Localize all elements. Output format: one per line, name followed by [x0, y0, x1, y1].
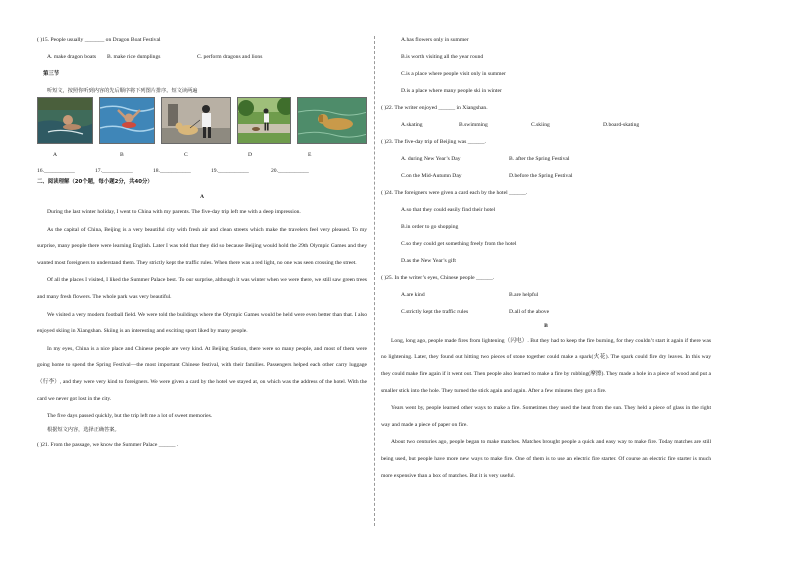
question-15: ( )15. People usually _______ on Dragon Boat Festival — [37, 37, 161, 43]
question-22: ( )22. The writer enjoyed ______ in Xiangshan. — [381, 105, 488, 111]
option-a: A.has flowers only in summer — [401, 37, 469, 43]
photo-letter-e: E — [308, 152, 312, 159]
option-a: A.so that they could easily find their hotel — [401, 207, 496, 213]
option-b: B.is worth visiting all the year round — [401, 54, 484, 60]
photo-row — [37, 97, 367, 144]
read-instruction: 根据短文内容，选择正确答案。 — [47, 426, 120, 433]
photo-letter-b: B — [120, 152, 124, 159]
option-c: C.on the Mid-Autumn Day — [401, 173, 462, 179]
option-a: A.skating — [401, 122, 423, 128]
answer-blank[interactable]: 17.___________ — [95, 167, 133, 174]
column-divider — [374, 36, 375, 526]
passage-b-paragraph-2: Years went by, people learned other ways to make a fire. Sometimes they used the heat from the sun. They held a piece of glass in the right way and made a piece of paper on fire. — [381, 405, 711, 428]
passage-b-paragraph-1: Long, long ago, people made fires from lightening（闪电）. But they had to keep the fire burning, for they couldn’t start it again if there was no lightening. Later, they found out hitting two pieces of stone together could make a spark(火花). The spark could fire dry leaves. In this way they could make fire again if it went out. Then people also learned to make a fire by rubbing(摩擦). They made a hole in a piece of wood and put a smaller stick into the hole. They turned the stick again and again. After a few minutes they got a fire. — [381, 337, 711, 394]
question-22-options — [381, 121, 711, 129]
option-c: C.skiing — [531, 122, 550, 128]
photo-d-park-walk — [237, 97, 290, 144]
section-3-instruction: 听短文，按照你听到内容的先后顺序将下列图片排序。短文读两遍 — [47, 88, 198, 94]
photo-letter-c: C — [184, 152, 188, 159]
answer-blank[interactable]: 16.___________ — [37, 167, 75, 174]
answer-blanks — [37, 167, 367, 175]
passage-a-label: A — [199, 193, 205, 200]
passage-a-paragraph-2: As the capital of China, Beijing is a very beautiful city with fresh air and clean streets which make the travelers feel very pleased. To my surprise, many people there were learning English. Later I was told that they did so because Beijing would hold the 29th Olympic Games and they wanted most foreigners to understand them. They strictly kept the traffic rules. When there was a red light, no one was seen crossing the street. — [37, 226, 367, 266]
passage-b-paragraph-3: About two centuries ago, people began to make matches. Matches brought people a quick and easy way to make fire. Today matches are still being used, but people have more new ways to make fire. One of them is to use an electric fire starter. Of course an electric fire starter is much more expensive than a box of matches. But it is very useful. — [381, 439, 711, 479]
option-c: C.so they could get something freely from the hotel — [401, 241, 517, 247]
photo-letters — [37, 151, 367, 159]
photo-a-swimming-boy — [37, 97, 93, 144]
option-b: B.swimming — [459, 122, 488, 128]
passage-a-paragraph-6: The five days passed quickly, but the trip left me a lot of sweet memories. — [47, 413, 213, 420]
option-d: D.before the Spring Festival — [509, 173, 573, 179]
option-c: C.strictly kept the traffic rules — [401, 309, 469, 315]
photo-c-dog-walking — [161, 97, 231, 144]
option-d: D.all of the above — [509, 309, 550, 315]
passage-b-label: B — [544, 323, 548, 330]
section-3-title: 第三节 — [43, 71, 60, 77]
photo-b-swimming-pool — [99, 97, 155, 144]
option-a: A.are kind — [401, 292, 425, 298]
photo-e-dog-swimming — [297, 97, 367, 144]
answer-blank[interactable]: 19.___________ — [211, 167, 249, 174]
photo-letter-d: D — [248, 152, 253, 159]
question-24: ( )24. The foreigners were given a card each by the hotel ______. — [381, 190, 528, 196]
option-b: B.in order to go shopping — [401, 224, 459, 230]
question-24-options — [381, 206, 711, 265]
passage-a-paragraph-5: In my eyes, China is a nice place and Chinese people are very kind. At Beijing Station, there were so many people, and most of them were going home to spend the Spring Festival—the most important Chinese festival, with their families. Passengers helped each other carry luggage（行李）, and they were very kind to foreigners. We were given a card by the hotel we stayed at, on which was the address of the hotel. With the card we never got lost in the city. — [37, 345, 367, 402]
option-c: C.is a place where people visit only in summer — [401, 71, 506, 77]
option-d: D.board-skating — [603, 122, 640, 128]
question-21-options — [381, 36, 711, 95]
question-15-options — [37, 53, 367, 61]
question-25-options-row-2 — [381, 308, 711, 316]
question-23: ( )23. The five-day trip of Beijing was ______. — [381, 139, 486, 145]
right-column — [381, 36, 711, 484]
question-21: ( )21. From the passage, we know the Summer Palace ______ . — [37, 442, 179, 449]
passage-a-paragraph-1: During the last winter holiday, I went to China with my parents. The five-day trip left me with a deep impression. — [47, 209, 301, 216]
option-b: B. make rice dumplings — [107, 54, 161, 60]
passage-a-paragraph-4: We visited a very modern football field. We were told the buildings where the Olympic Games would be held were even better than that. I also enjoyed skiing in Xiangshan. Skiing is an interesting and exciting sport liked by many people. — [37, 311, 367, 335]
option-b: B. after the Spring Festival — [509, 156, 570, 162]
question-25-options-row-1 — [381, 291, 711, 299]
option-a: A. make dragon boats — [47, 54, 97, 60]
option-d: D.is a place where many people ski in winter — [401, 88, 502, 94]
passage-a-paragraph-3: Of all the places I visited, I liked the Summer Palace best. To our surprise, although it was winter when we were there, we still saw green trees and many fresh flowers. The whole park was very beautiful. — [37, 277, 367, 300]
photo-letter-a: A — [53, 152, 58, 159]
answer-blank[interactable]: 20.___________ — [271, 167, 309, 174]
option-d: D.as the New Year’s gift — [401, 258, 456, 264]
option-a: A. during New Year’s Day — [401, 156, 461, 162]
question-23-options-row-2 — [381, 172, 711, 180]
option-c: C. perform dragons and lions — [197, 54, 263, 60]
part-2-title: 二、阅读理解（20个题，每小题2分，共40分） — [37, 179, 153, 186]
option-b: B.are helpful — [509, 292, 539, 298]
left-column — [37, 36, 367, 450]
answer-blank[interactable]: 18.___________ — [153, 167, 191, 174]
question-23-options-row-1 — [381, 155, 711, 163]
question-25: ( )25. In the writer’s eyes, Chinese people ______. — [381, 275, 495, 281]
